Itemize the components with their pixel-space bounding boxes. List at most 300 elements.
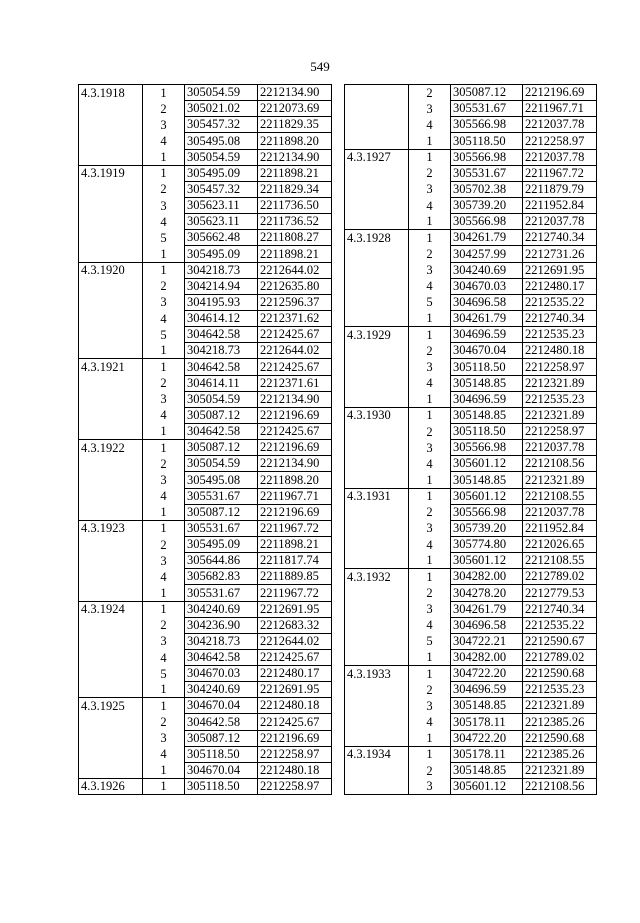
y-coordinate-cell: 2212321.89: [523, 472, 597, 488]
y-coordinate-cell: 2211967.71: [523, 101, 597, 117]
y-coordinate-cell: 2212258.97: [258, 746, 332, 762]
x-coordinate-cell: 305178.11: [451, 714, 523, 730]
point-number-cell: 3: [409, 181, 451, 197]
x-coordinate-cell: 304261.79: [451, 230, 523, 246]
lot-id-cell: [79, 666, 143, 682]
table-row: [79, 504, 332, 520]
x-coordinate-cell: 304236.90: [185, 617, 258, 633]
y-coordinate-cell: 2212535.23: [523, 682, 597, 698]
point-number-cell: 4: [143, 133, 185, 149]
y-coordinate-cell: 2212321.89: [523, 375, 597, 391]
y-coordinate-cell: 2212480.17: [258, 666, 332, 682]
lot-id-cell: [79, 456, 143, 472]
point-number-cell: 4: [409, 714, 451, 730]
y-coordinate-cell: 2212425.67: [258, 359, 332, 375]
table-row: [345, 585, 597, 601]
table-row: [79, 407, 332, 423]
point-number-cell: 3: [409, 779, 451, 795]
table-row: [345, 133, 597, 149]
lot-id-cell: 4.3.1934: [345, 746, 409, 762]
table-row: [79, 133, 332, 149]
x-coordinate-cell: 304240.69: [451, 262, 523, 278]
point-number-cell: 2: [143, 456, 185, 472]
table-row: [79, 617, 332, 633]
x-coordinate-cell: 304214.94: [185, 278, 258, 294]
lot-id-cell: 4.3.1933: [345, 666, 409, 682]
lot-id-cell: [79, 617, 143, 633]
y-coordinate-cell: 2212108.56: [523, 779, 597, 795]
x-coordinate-cell: 305148.85: [451, 407, 523, 423]
lot-id-cell: [345, 714, 409, 730]
x-coordinate-cell: 304642.58: [185, 327, 258, 343]
y-coordinate-cell: 2212073.69: [258, 101, 332, 117]
lot-id-cell: [345, 585, 409, 601]
table-row: [79, 310, 332, 326]
y-coordinate-cell: 2212196.69: [258, 407, 332, 423]
lot-id-cell: [79, 294, 143, 310]
y-coordinate-cell: 2212590.67: [523, 633, 597, 649]
point-number-cell: 1: [409, 746, 451, 762]
y-coordinate-cell: 2211967.72: [258, 585, 332, 601]
lot-id-cell: 4.3.1922: [79, 440, 143, 456]
lot-id-cell: 4.3.1926: [79, 779, 143, 795]
lot-id-cell: [79, 504, 143, 520]
table-row: [345, 779, 597, 795]
y-coordinate-cell: 2212590.68: [523, 730, 597, 746]
table-row: [345, 456, 597, 472]
coordinates-table-right: [344, 84, 597, 795]
lot-id-cell: 4.3.1929: [345, 327, 409, 343]
lot-id-cell: [345, 165, 409, 181]
x-coordinate-cell: 305644.86: [185, 553, 258, 569]
table-row: [79, 601, 332, 617]
lot-id-cell: 4.3.1931: [345, 488, 409, 504]
y-coordinate-cell: 2211889.85: [258, 569, 332, 585]
point-number-cell: 4: [409, 117, 451, 133]
point-number-cell: 1: [143, 762, 185, 778]
point-number-cell: 3: [409, 520, 451, 536]
y-coordinate-cell: 2212480.18: [258, 698, 332, 714]
x-coordinate-cell: 304261.79: [451, 310, 523, 326]
y-coordinate-cell: 2212108.56: [523, 456, 597, 472]
table-row: [79, 294, 332, 310]
lot-id-cell: [79, 101, 143, 117]
x-coordinate-cell: 304696.59: [451, 682, 523, 698]
lot-id-cell: [79, 536, 143, 552]
table-row: [79, 569, 332, 585]
x-coordinate-cell: 305148.85: [451, 375, 523, 391]
table-row: [345, 633, 597, 649]
point-number-cell: 1: [143, 601, 185, 617]
y-coordinate-cell: 2212691.95: [258, 682, 332, 698]
point-number-cell: 2: [409, 762, 451, 778]
x-coordinate-cell: 305739.20: [451, 520, 523, 536]
y-coordinate-cell: 2212425.67: [258, 649, 332, 665]
y-coordinate-cell: 2211967.72: [258, 520, 332, 536]
table-row: [79, 666, 332, 682]
table-row: [345, 569, 597, 585]
point-number-cell: 4: [409, 456, 451, 472]
x-coordinate-cell: 305531.67: [185, 488, 258, 504]
x-coordinate-cell: 304642.58: [185, 423, 258, 439]
point-number-cell: 2: [143, 536, 185, 552]
y-coordinate-cell: 2212258.97: [523, 423, 597, 439]
lot-id-cell: [345, 440, 409, 456]
lot-id-cell: [79, 762, 143, 778]
x-coordinate-cell: 305021.02: [185, 101, 258, 117]
point-number-cell: 5: [409, 633, 451, 649]
point-number-cell: 3: [143, 472, 185, 488]
table-row: [79, 730, 332, 746]
y-coordinate-cell: 2212740.34: [523, 310, 597, 326]
table-row: [345, 472, 597, 488]
point-number-cell: 2: [409, 165, 451, 181]
point-number-cell: 4: [143, 649, 185, 665]
table-row: [345, 165, 597, 181]
table-row: [345, 327, 597, 343]
point-number-cell: 1: [143, 504, 185, 520]
x-coordinate-cell: 305118.50: [451, 133, 523, 149]
y-coordinate-cell: 2212321.89: [523, 698, 597, 714]
table-row: [79, 327, 332, 343]
y-coordinate-cell: 2212037.78: [523, 214, 597, 230]
table-row: [345, 181, 597, 197]
table-row: [345, 666, 597, 682]
table-row: [79, 682, 332, 698]
y-coordinate-cell: 2212590.68: [523, 666, 597, 682]
point-number-cell: 3: [143, 294, 185, 310]
y-coordinate-cell: 2212321.89: [523, 762, 597, 778]
y-coordinate-cell: 2212037.78: [523, 504, 597, 520]
point-number-cell: 1: [143, 165, 185, 181]
x-coordinate-cell: 305118.50: [451, 359, 523, 375]
table-row: [79, 762, 332, 778]
lot-id-cell: [79, 246, 143, 262]
point-number-cell: 1: [409, 553, 451, 569]
y-coordinate-cell: 2212108.55: [523, 488, 597, 504]
y-coordinate-cell: 2212321.89: [523, 407, 597, 423]
point-number-cell: 4: [409, 197, 451, 213]
x-coordinate-cell: 305662.48: [185, 230, 258, 246]
lot-id-cell: 4.3.1918: [79, 85, 143, 101]
table-row: [79, 197, 332, 213]
point-number-cell: 2: [409, 585, 451, 601]
point-number-cell: 2: [409, 85, 451, 101]
point-number-cell: 1: [143, 698, 185, 714]
table-row: [345, 488, 597, 504]
y-coordinate-cell: 2212037.78: [523, 117, 597, 133]
point-number-cell: 1: [143, 343, 185, 359]
x-coordinate-cell: 305531.67: [185, 520, 258, 536]
table-row: [345, 149, 597, 165]
lot-id-cell: 4.3.1925: [79, 698, 143, 714]
x-coordinate-cell: 305054.59: [185, 456, 258, 472]
lot-id-cell: 4.3.1927: [345, 149, 409, 165]
x-coordinate-cell: 305739.20: [451, 197, 523, 213]
y-coordinate-cell: 2212258.97: [258, 779, 332, 795]
y-coordinate-cell: 2211829.34: [258, 181, 332, 197]
point-number-cell: 2: [409, 246, 451, 262]
lot-id-cell: [79, 278, 143, 294]
table-row: [345, 197, 597, 213]
page-number: 549: [310, 59, 330, 74]
lot-id-cell: 4.3.1924: [79, 601, 143, 617]
table-row: [345, 730, 597, 746]
point-number-cell: 1: [409, 488, 451, 504]
table-row: [79, 375, 332, 391]
x-coordinate-cell: 304722.20: [451, 666, 523, 682]
x-coordinate-cell: 305623.11: [185, 214, 258, 230]
y-coordinate-cell: 2211967.72: [523, 165, 597, 181]
y-coordinate-cell: 2211952.84: [523, 520, 597, 536]
point-number-cell: 1: [409, 407, 451, 423]
lot-id-cell: [79, 310, 143, 326]
table-row: [345, 246, 597, 262]
lot-id-cell: [79, 230, 143, 246]
lot-id-cell: [79, 714, 143, 730]
table-row: [345, 617, 597, 633]
y-coordinate-cell: 2212371.62: [258, 310, 332, 326]
table-row: [79, 101, 332, 117]
x-coordinate-cell: 305148.85: [451, 762, 523, 778]
point-number-cell: 3: [409, 101, 451, 117]
lot-id-cell: [79, 149, 143, 165]
lot-id-cell: [345, 423, 409, 439]
point-number-cell: 1: [143, 440, 185, 456]
lot-id-cell: [345, 214, 409, 230]
point-number-cell: 3: [143, 117, 185, 133]
x-coordinate-cell: 304696.59: [451, 391, 523, 407]
lot-id-cell: [345, 278, 409, 294]
y-coordinate-cell: 2211879.79: [523, 181, 597, 197]
x-coordinate-cell: 305601.12: [451, 553, 523, 569]
table-row: [79, 117, 332, 133]
point-number-cell: 4: [143, 746, 185, 762]
y-coordinate-cell: 2212644.02: [258, 633, 332, 649]
lot-id-cell: [79, 327, 143, 343]
point-number-cell: 1: [409, 472, 451, 488]
y-coordinate-cell: 2212691.95: [258, 601, 332, 617]
y-coordinate-cell: 2212683.32: [258, 617, 332, 633]
table-row: [345, 117, 597, 133]
point-number-cell: 4: [143, 488, 185, 504]
x-coordinate-cell: 305531.67: [451, 165, 523, 181]
x-coordinate-cell: 304614.12: [185, 310, 258, 326]
lot-id-cell: [79, 375, 143, 391]
lot-id-cell: [345, 262, 409, 278]
point-number-cell: 1: [143, 359, 185, 375]
x-coordinate-cell: 305054.59: [185, 391, 258, 407]
x-coordinate-cell: 305774.80: [451, 536, 523, 552]
point-number-cell: 3: [143, 553, 185, 569]
lot-id-cell: [79, 133, 143, 149]
y-coordinate-cell: 2212644.02: [258, 262, 332, 278]
y-coordinate-cell: 2212535.22: [523, 617, 597, 633]
point-number-cell: 2: [143, 181, 185, 197]
x-coordinate-cell: 304642.58: [185, 714, 258, 730]
lot-id-cell: 4.3.1923: [79, 520, 143, 536]
point-number-cell: 1: [409, 230, 451, 246]
point-number-cell: 2: [409, 504, 451, 520]
table-row: [345, 536, 597, 552]
point-number-cell: 3: [143, 197, 185, 213]
x-coordinate-cell: 305531.67: [185, 585, 258, 601]
x-coordinate-cell: 305118.50: [451, 423, 523, 439]
lot-id-cell: 4.3.1921: [79, 359, 143, 375]
point-number-cell: 1: [143, 423, 185, 439]
x-coordinate-cell: 305566.98: [451, 117, 523, 133]
x-coordinate-cell: 304696.59: [451, 327, 523, 343]
lot-id-cell: [345, 601, 409, 617]
y-coordinate-cell: 2212134.90: [258, 391, 332, 407]
lot-id-cell: [79, 197, 143, 213]
lot-id-cell: [345, 101, 409, 117]
table-row: [345, 359, 597, 375]
table-row: [79, 85, 332, 101]
y-coordinate-cell: 2212789.02: [523, 649, 597, 665]
y-coordinate-cell: 2211898.20: [258, 472, 332, 488]
point-number-cell: 1: [409, 666, 451, 682]
lot-id-cell: [79, 730, 143, 746]
y-coordinate-cell: 2212258.97: [523, 359, 597, 375]
lot-id-cell: [345, 181, 409, 197]
point-number-cell: 2: [143, 714, 185, 730]
table-row: [345, 85, 597, 101]
x-coordinate-cell: 305457.32: [185, 181, 258, 197]
x-coordinate-cell: 304218.73: [185, 262, 258, 278]
point-number-cell: 5: [143, 230, 185, 246]
x-coordinate-cell: 305054.59: [185, 149, 258, 165]
table-row: [79, 488, 332, 504]
lot-id-cell: [79, 746, 143, 762]
lot-id-cell: [345, 133, 409, 149]
x-coordinate-cell: 304670.03: [451, 278, 523, 294]
table-row: [79, 553, 332, 569]
x-coordinate-cell: 305495.08: [185, 472, 258, 488]
lot-id-cell: [79, 649, 143, 665]
point-number-cell: 2: [143, 101, 185, 117]
point-number-cell: 5: [143, 327, 185, 343]
y-coordinate-cell: 2212425.67: [258, 327, 332, 343]
lot-id-cell: [79, 423, 143, 439]
table-row: [79, 181, 332, 197]
table-row: [79, 230, 332, 246]
point-number-cell: 1: [409, 310, 451, 326]
table-row: [345, 504, 597, 520]
x-coordinate-cell: 305566.98: [451, 440, 523, 456]
x-coordinate-cell: 304240.69: [185, 682, 258, 698]
y-coordinate-cell: 2212037.78: [523, 149, 597, 165]
point-number-cell: 4: [409, 617, 451, 633]
point-number-cell: 3: [143, 633, 185, 649]
x-coordinate-cell: 304261.79: [451, 601, 523, 617]
table-row: [345, 714, 597, 730]
point-number-cell: 3: [143, 391, 185, 407]
x-coordinate-cell: 305566.98: [451, 504, 523, 520]
y-coordinate-cell: 2212740.34: [523, 601, 597, 617]
x-coordinate-cell: 304218.73: [185, 633, 258, 649]
table-row: [79, 440, 332, 456]
table-row: [345, 262, 597, 278]
point-number-cell: 4: [143, 569, 185, 585]
table-row: [79, 779, 332, 795]
x-coordinate-cell: 304195.93: [185, 294, 258, 310]
y-coordinate-cell: 2212134.90: [258, 456, 332, 472]
lot-id-cell: [79, 391, 143, 407]
point-number-cell: 1: [143, 779, 185, 795]
y-coordinate-cell: 2212196.69: [258, 504, 332, 520]
lot-id-cell: [345, 698, 409, 714]
table-row: [79, 214, 332, 230]
y-coordinate-cell: 2211898.20: [258, 133, 332, 149]
y-coordinate-cell: 2212644.02: [258, 343, 332, 359]
y-coordinate-cell: 2212385.26: [523, 746, 597, 762]
lot-id-cell: [345, 617, 409, 633]
table-row: [79, 391, 332, 407]
table-row: [345, 101, 597, 117]
y-coordinate-cell: 2211808.27: [258, 230, 332, 246]
lot-id-cell: [345, 779, 409, 795]
x-coordinate-cell: 304670.04: [185, 698, 258, 714]
x-coordinate-cell: 305087.12: [451, 85, 523, 101]
point-number-cell: 1: [409, 391, 451, 407]
y-coordinate-cell: 2212635.80: [258, 278, 332, 294]
point-number-cell: 4: [143, 310, 185, 326]
table-row: [79, 278, 332, 294]
lot-id-cell: [79, 407, 143, 423]
point-number-cell: 4: [143, 214, 185, 230]
table-row: [345, 423, 597, 439]
lot-id-cell: [345, 359, 409, 375]
point-number-cell: 4: [409, 278, 451, 294]
point-number-cell: 1: [143, 682, 185, 698]
lot-id-cell: 4.3.1928: [345, 230, 409, 246]
y-coordinate-cell: 2211898.21: [258, 246, 332, 262]
y-coordinate-cell: 2211898.21: [258, 165, 332, 181]
point-number-cell: 3: [143, 730, 185, 746]
x-coordinate-cell: 304696.58: [451, 294, 523, 310]
table-row: [79, 343, 332, 359]
point-number-cell: 1: [409, 214, 451, 230]
lot-id-cell: [345, 649, 409, 665]
lot-id-cell: 4.3.1920: [79, 262, 143, 278]
x-coordinate-cell: 305087.12: [185, 407, 258, 423]
point-number-cell: 1: [409, 649, 451, 665]
coordinates-table-left: [78, 84, 332, 795]
table-row: [79, 714, 332, 730]
table-row: [79, 698, 332, 714]
y-coordinate-cell: 2211967.71: [258, 488, 332, 504]
x-coordinate-cell: 304642.58: [185, 359, 258, 375]
table-row: [345, 440, 597, 456]
table-row: [79, 262, 332, 278]
lot-id-cell: [79, 553, 143, 569]
y-coordinate-cell: 2212026.65: [523, 536, 597, 552]
x-coordinate-cell: 305531.67: [451, 101, 523, 117]
lot-id-cell: [79, 585, 143, 601]
table-row: [345, 310, 597, 326]
lot-id-cell: 4.3.1919: [79, 165, 143, 181]
x-coordinate-cell: 305087.12: [185, 504, 258, 520]
lot-id-cell: [345, 730, 409, 746]
x-coordinate-cell: 304240.69: [185, 601, 258, 617]
lot-id-cell: [345, 294, 409, 310]
point-number-cell: 4: [409, 375, 451, 391]
lot-id-cell: 4.3.1932: [345, 569, 409, 585]
table-row: [79, 536, 332, 552]
table-row: [345, 407, 597, 423]
lot-id-cell: [345, 520, 409, 536]
